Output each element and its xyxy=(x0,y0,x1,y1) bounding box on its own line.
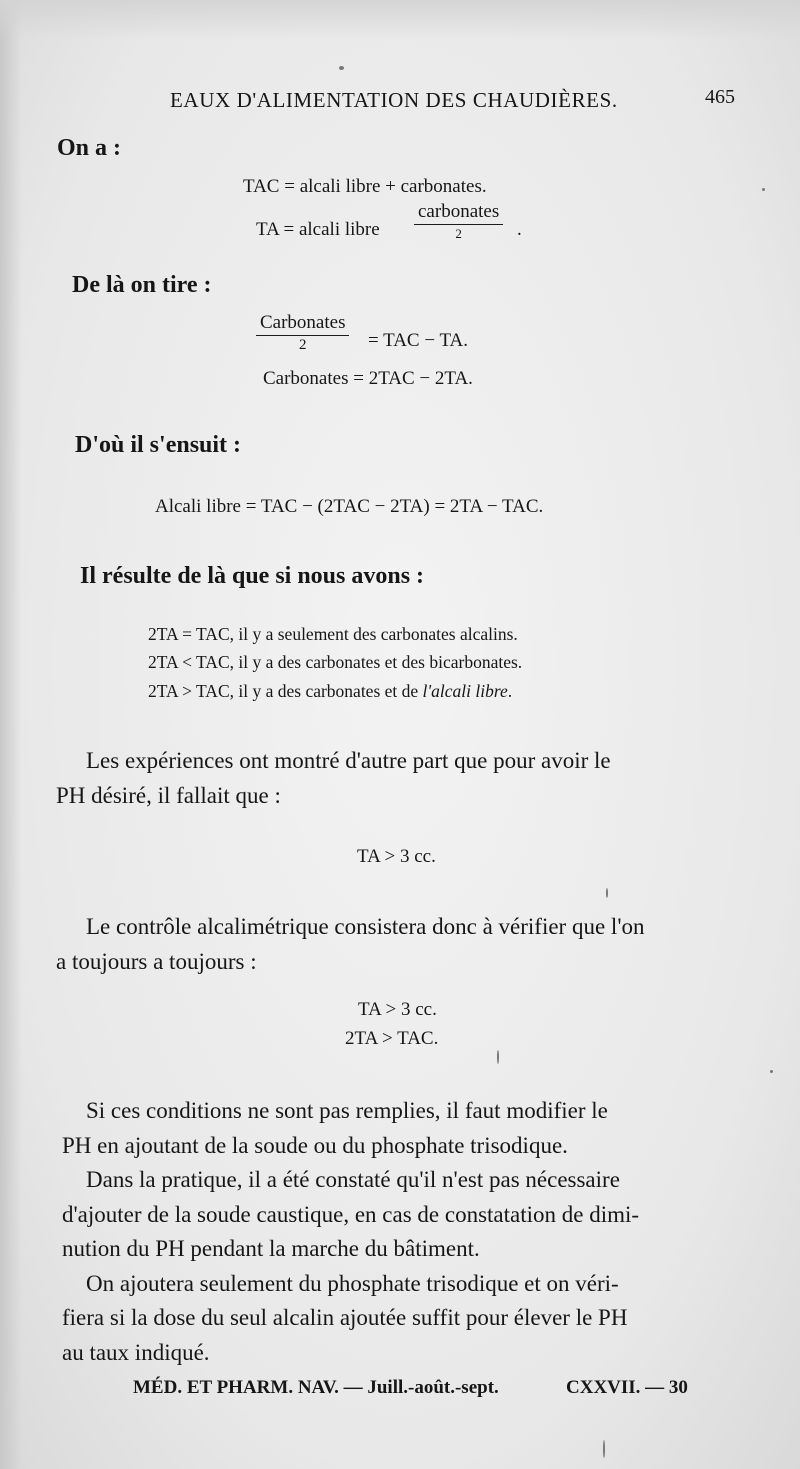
fraction-numerator: carbonates xyxy=(414,201,503,225)
para-line: nution du PH pendant la marche du bâtiment. xyxy=(62,1236,480,1261)
equation-ta-3cc: TA > 3 cc. xyxy=(357,846,436,867)
intro-d-ou: D'où il s'ensuit : xyxy=(75,432,242,458)
case-end: . xyxy=(507,681,513,701)
para-line: Dans la pratique, il a été constaté qu'il n'est pas nécessaire xyxy=(86,1167,620,1192)
print-speck xyxy=(497,1050,499,1064)
para-line: au taux indiqué. xyxy=(62,1339,210,1365)
case-text: il y a des carbonates et des bicarbonates. xyxy=(238,652,523,672)
para-line: PH désiré, il fallait que : xyxy=(56,782,281,808)
equation-carbonates: Carbonates = 2TAC − 2TA. xyxy=(263,368,473,389)
case-text: il y a seulement des carbonates alcalins. xyxy=(238,624,518,644)
case-relation: 2TA < TAC, xyxy=(148,652,234,672)
intro-il-resulte: Il résulte de là que si nous avons : xyxy=(80,563,425,589)
print-speck xyxy=(606,888,608,898)
para-line: Si ces conditions ne sont pas remplies, il faut modifier le xyxy=(86,1098,608,1123)
equation-2ta-tac: 2TA > TAC. xyxy=(345,1028,439,1049)
equation-ta-end: . xyxy=(517,219,522,240)
equation-alcali-libre: Alcali libre = TAC − (2TAC − 2TA) = 2TA − TAC. xyxy=(155,496,544,517)
para-line: a toujours a toujours : xyxy=(56,948,257,974)
print-speck xyxy=(762,188,765,191)
para-line: PH en ajoutant de la soude ou du phosphate trisodique. xyxy=(62,1132,568,1158)
print-speck xyxy=(339,66,344,70)
case-text: il y a des carbonates et de xyxy=(238,681,423,701)
footer-journal: MÉD. ET PHARM. NAV. — Juill.-août.-sept. xyxy=(133,1377,499,1398)
case-greater xyxy=(148,681,512,702)
fraction-numerator: Carbonates xyxy=(256,312,349,336)
fraction-carbonates-over-2 xyxy=(414,201,503,242)
equation-ta-3cc-2: TA > 3 cc. xyxy=(358,999,437,1020)
para-line: fiera si la dose du seul alcalin ajoutée suffit pour élever le PH xyxy=(62,1305,628,1330)
case-relation: 2TA > TAC, xyxy=(148,681,234,701)
equation-ta-left: TA = alcali libre xyxy=(256,219,380,240)
paragraph-conclusion xyxy=(62,1094,765,1370)
case-italic: l'alcali libre xyxy=(422,681,508,701)
paragraph-experiences xyxy=(56,744,765,813)
page-number: 465 xyxy=(705,86,735,108)
running-head: EAUX D'ALIMENTATION DES CHAUDIÈRES. xyxy=(170,88,618,112)
para-line: Les expériences ont montré d'autre part que pour avoir le xyxy=(86,748,611,773)
print-speck xyxy=(603,1440,605,1458)
fraction-carbonates-half xyxy=(256,312,349,354)
para-line: On ajoutera seulement du phosphate trisodique et on véri- xyxy=(86,1270,619,1296)
fraction-denominator: 2 xyxy=(298,337,307,353)
para-line: d'ajouter de la soude caustique, en cas de constatation de dimi- xyxy=(62,1201,640,1227)
equation-half-right: = TAC − TA. xyxy=(368,330,469,351)
intro-de-la: De là on tire : xyxy=(72,272,212,298)
print-speck xyxy=(770,1070,773,1073)
equation-tac: TAC = alcali libre + carbonates. xyxy=(243,176,487,197)
case-less xyxy=(148,652,522,673)
case-equal xyxy=(148,624,518,645)
page-top-shadow xyxy=(0,0,800,40)
paragraph-controle xyxy=(56,910,765,979)
footer-volume: CXXVII. — 30 xyxy=(566,1377,688,1398)
intro-on-a: On a : xyxy=(57,135,122,161)
page-edge-shadow xyxy=(0,0,22,1469)
fraction-denominator: 2 xyxy=(455,226,462,241)
para-line: Le contrôle alcalimétrique consistera donc à vérifier que l'on xyxy=(86,914,645,939)
case-relation: 2TA = TAC, xyxy=(148,624,234,644)
